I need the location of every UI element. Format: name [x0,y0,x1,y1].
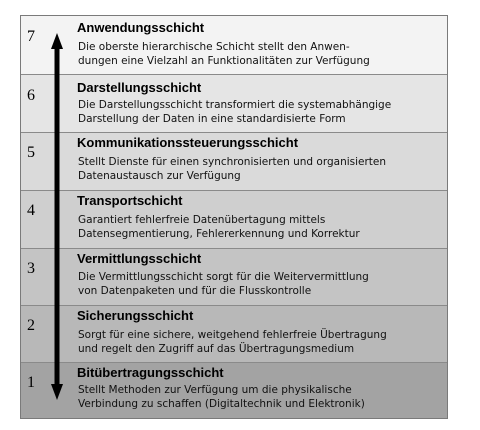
layer-title: Vermittlungsschicht [77,251,202,266]
layer-number: 7 [27,28,35,45]
layer-title: Darstellungsschicht [77,80,202,95]
layer-number: 1 [27,374,35,391]
layer-description-line-2: Datenaustausch zur Verfügung [78,170,241,182]
layer-title: Anwendungsschicht [77,20,205,35]
layer-description-line-1: Stellt Dienste für einen synchronisierten und organisierten [78,156,387,168]
layer-description-line-2: von Datenpaketen und für die Flusskontrolle [78,285,312,297]
layer-title: Sicherungsschicht [77,308,194,323]
layer-number: 2 [27,317,35,334]
layer-description-line-2: Darstellung der Daten in eine standardisierte Form [78,113,346,125]
layer-title: Bitübertragungsschicht [77,365,224,380]
layer-number: 6 [27,87,35,104]
layer-description-line-1: Sorgt für eine sichere, weitgehend fehlerfreie Übertragung [78,329,387,341]
layer-description-line-1: Stellt Methoden zur Verfügung um die physikalische [78,384,352,396]
bidirectional-arrow-icon [21,16,447,418]
layer-description-line-2: und regelt den Zugriff auf das Übertragungsmedium [78,343,355,355]
layer-title: Kommunikationssteuerungsschicht [77,135,299,150]
osi-layer-table [20,15,448,419]
layer-number: 5 [27,144,35,161]
layer-description-line-2: Verbindung zu schaffen (Digitaltechnik und Elektronik) [78,398,365,410]
layer-title: Transportschicht [77,193,183,208]
layer-description-line-1: Die Vermittlungsschicht sorgt für die Weitervermittlung [78,271,369,283]
layer-number: 3 [27,260,35,277]
layer-description-line-2: Datensegmentierung, Fehlererkennung und Korrektur [78,228,360,240]
layer-description-line-1: Die oberste hierarchische Schicht stellt den Anwen- [78,41,350,53]
layer-description-line-1: Die Darstellungsschicht transformiert die systemabhängige [78,99,392,111]
layer-description-line-1: Garantiert fehlerfreie Datenübertagung mittels [78,214,326,226]
layer-description-line-2: dungen eine Vielzahl an Funktionalitäten zur Verfügung [78,55,370,67]
layer-number: 4 [27,202,35,219]
